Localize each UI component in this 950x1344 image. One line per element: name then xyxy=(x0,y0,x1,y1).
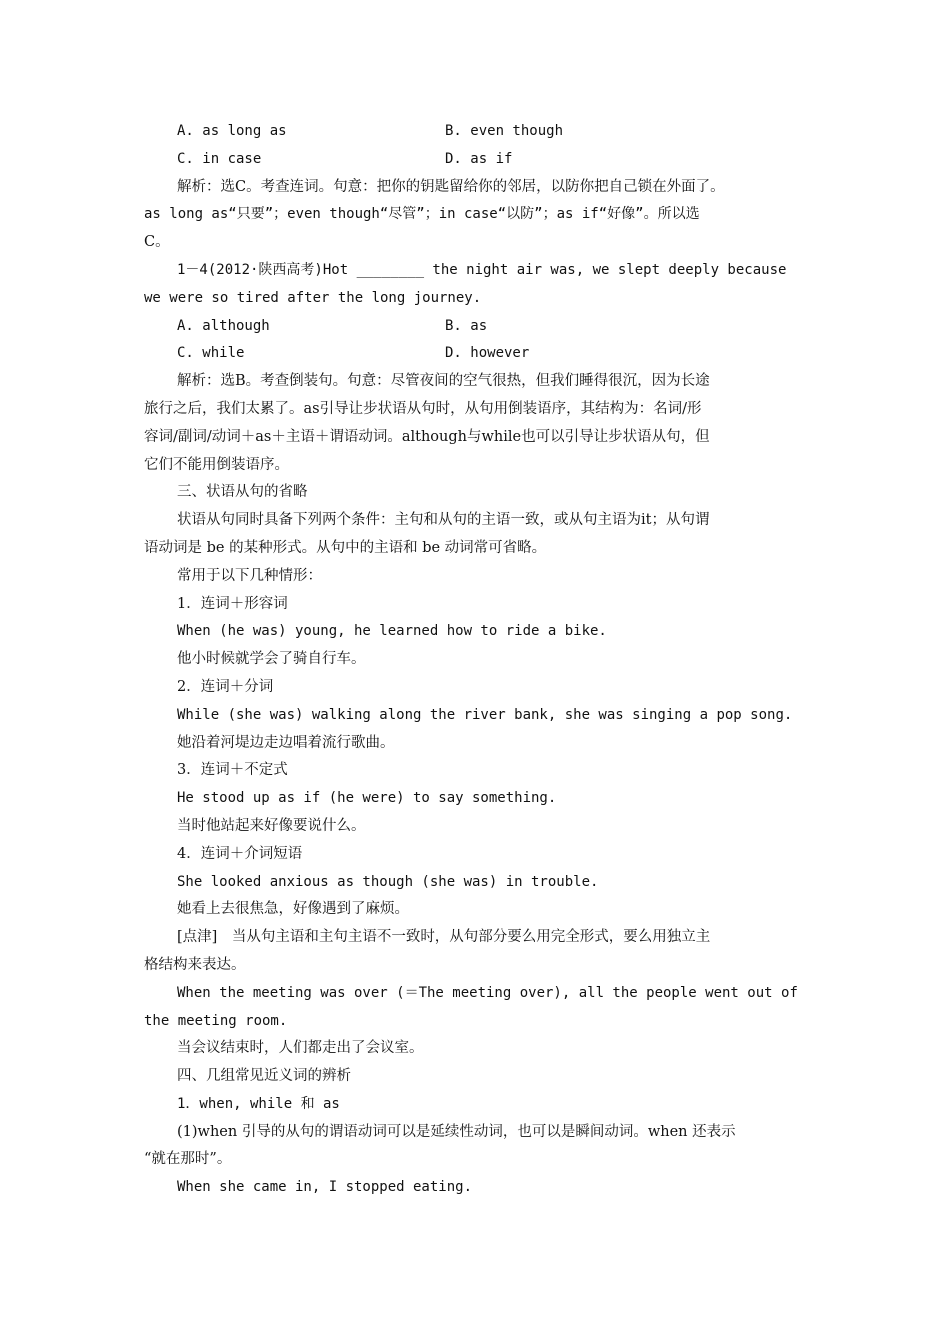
section-4-point-line: (1)when 引导的从句的谓语动词可以是延续性动词，也可以是瞬间动词。when 还表示 xyxy=(177,1123,736,1140)
case-example-zh: 她看上去很焦急，好像遇到了麻烦。 xyxy=(177,901,409,918)
option-b: B. as xyxy=(445,317,488,334)
option-c: C. in case xyxy=(177,150,262,167)
q1-analysis-line: C。 xyxy=(144,234,170,251)
case-example-en: When (he was) young, he learned how to ride a bike. xyxy=(177,623,607,640)
option-d: D. as if xyxy=(445,150,513,167)
q2-analysis-line: 容词/副词/动词＋as＋主语＋谓语动词。although与while也可以引导让步状语从句，但 xyxy=(144,428,710,445)
option-a: A. as long as xyxy=(177,123,287,139)
note-line: 格结构来表达。 xyxy=(144,956,246,973)
case-example-zh: 当时他站起来好像要说什么。 xyxy=(177,817,366,834)
q2-stem-line: we were so tired after the long journey. xyxy=(144,289,482,306)
section-4-example: When she came in, I stopped eating. xyxy=(177,1179,473,1196)
q2-stem-line: 1－4(2012·陕西高考)Hot ________ the night air was, we slept deeply because xyxy=(177,261,787,278)
case-title: 2．连词＋分词 xyxy=(177,678,274,695)
case-example-en: While (she was) walking along the river bank, she was singing a pop song. xyxy=(177,706,793,723)
document-page xyxy=(144,118,808,1202)
q1-options-row-1 xyxy=(144,118,808,146)
option-a: A. although xyxy=(177,317,270,334)
q2-options-row-2 xyxy=(144,340,808,368)
section-3-common: 常用于以下几种情形： xyxy=(177,567,322,584)
section-4-subtitle: 1．when, while 和 as xyxy=(177,1095,340,1112)
section-3-intro-line: 语动词是 be 的某种形式。从句中的主语和 be 动词常可省略。 xyxy=(144,539,547,556)
section-4-title: 四、几组常见近义词的辨析 xyxy=(177,1068,351,1085)
case-example-en: She looked anxious as though (she was) in trouble. xyxy=(177,873,599,890)
case-example-zh: 他小时候就学会了骑自行车。 xyxy=(177,651,366,668)
note-example-line: When the meeting was over (＝The meeting over), all the people went out of xyxy=(177,984,798,1001)
case-title: 1．连词＋形容词 xyxy=(177,595,288,612)
q2-analysis-line: 旅行之后，我们太累了。as引导让步状语从句时，从句用倒装语序，其结构为：名词/形 xyxy=(144,400,702,417)
q1-analysis-line: 解析：选C。考查连词。句意：把你的钥匙留给你的邻居，以防你把自己锁在外面了。 xyxy=(177,178,725,195)
q1-analysis-line: as long as“只要”；even though“尽管”；in case“以防”；as if“好像”。所以选 xyxy=(144,206,700,223)
option-d: D. however xyxy=(445,345,530,362)
q2-options-row-1 xyxy=(144,313,808,341)
option-c: C. while xyxy=(177,345,245,362)
note-example-zh: 当会议结束时，人们都走出了会议室。 xyxy=(177,1040,424,1057)
case-title: 3．连词＋不定式 xyxy=(177,762,288,779)
section-3-intro-line: 状语从句同时具备下列两个条件：主句和从句的主语一致，或从句主语为it；从句谓 xyxy=(177,512,710,529)
note-line: [点津] 当从句主语和主句主语不一致时，从句部分要么用完全形式，要么用独立主 xyxy=(177,929,711,946)
case-example-en: He stood up as if (he were) to say something. xyxy=(177,790,557,807)
q1-options-row-2 xyxy=(144,146,808,174)
section-4-point-line: “就在那时”。 xyxy=(144,1151,232,1168)
option-b: B. even though xyxy=(445,123,564,139)
q2-analysis-line: 它们不能用倒装语序。 xyxy=(144,456,289,473)
case-title: 4．连词＋介词短语 xyxy=(177,845,303,862)
q2-analysis-line: 解析：选B。考查倒装句。句意：尽管夜间的空气很热，但我们睡得很沉，因为长途 xyxy=(177,373,710,390)
note-example-line: the meeting room. xyxy=(144,1012,288,1029)
case-example-zh: 她沿着河堤边走边唱着流行歌曲。 xyxy=(177,734,395,751)
section-3-title: 三、状语从句的省略 xyxy=(177,484,308,501)
